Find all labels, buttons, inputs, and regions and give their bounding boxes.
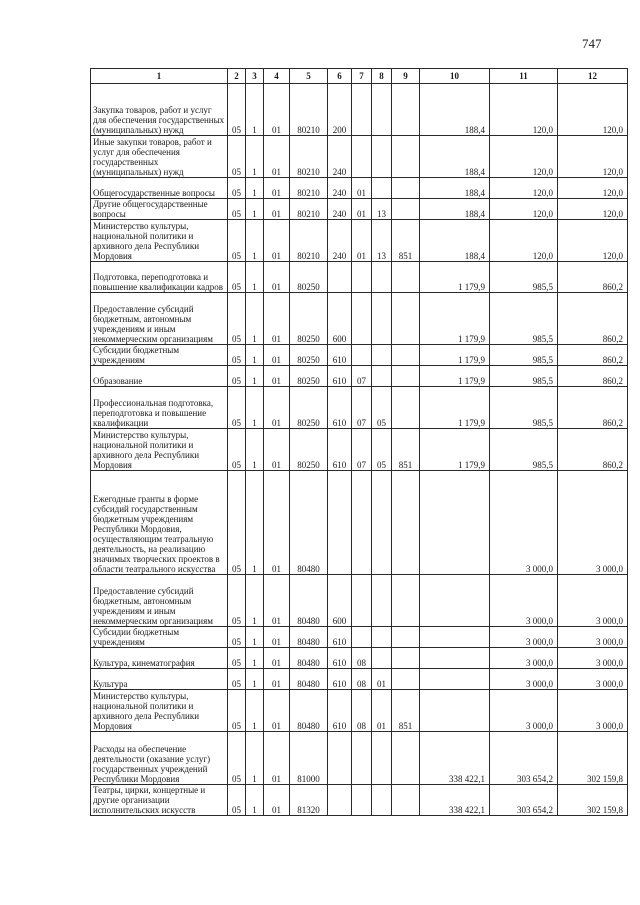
cell-c11: 985,5 bbox=[490, 262, 558, 293]
cell-c7 bbox=[352, 293, 372, 345]
cell-c6: 610 bbox=[328, 627, 352, 648]
cell-c10: 1 179,9 bbox=[420, 293, 490, 345]
cell-c12: 120,0 bbox=[558, 136, 628, 178]
cell-c7: 01 bbox=[352, 220, 372, 262]
cell-c8 bbox=[372, 648, 392, 669]
cell-c6: 610 bbox=[328, 345, 352, 366]
row-name-cell: Культура, кинематография bbox=[91, 648, 228, 669]
table-row bbox=[91, 293, 628, 345]
cell-c4: 01 bbox=[264, 429, 290, 471]
cell-c4: 01 bbox=[264, 627, 290, 648]
cell-c12: 3 000,0 bbox=[558, 669, 628, 690]
cell-c2: 05 bbox=[228, 345, 246, 366]
cell-c11: 985,5 bbox=[490, 345, 558, 366]
cell-c8 bbox=[372, 136, 392, 178]
cell-c7: 07 bbox=[352, 366, 372, 387]
cell-c6: 610 bbox=[328, 366, 352, 387]
header-row bbox=[91, 69, 628, 84]
cell-c5: 80210 bbox=[290, 220, 328, 262]
cell-c5: 80480 bbox=[290, 471, 328, 575]
cell-c12: 860,2 bbox=[558, 429, 628, 471]
cell-c12: 3 000,0 bbox=[558, 648, 628, 669]
cell-c4: 01 bbox=[264, 575, 290, 627]
cell-c11: 120,0 bbox=[490, 84, 558, 136]
cell-c11: 3 000,0 bbox=[490, 575, 558, 627]
cell-c11: 120,0 bbox=[490, 199, 558, 220]
cell-c9: 851 bbox=[392, 690, 420, 732]
cell-c10: 188,4 bbox=[420, 220, 490, 262]
cell-c9: 851 bbox=[392, 220, 420, 262]
cell-c11: 120,0 bbox=[490, 136, 558, 178]
column-header: 3 bbox=[246, 69, 264, 84]
table-row bbox=[91, 84, 628, 136]
row-name-cell: Субсидии бюджетным учреждениям bbox=[91, 345, 228, 366]
cell-c2: 05 bbox=[228, 387, 246, 429]
table-row bbox=[91, 387, 628, 429]
table-row bbox=[91, 627, 628, 648]
cell-c9 bbox=[392, 262, 420, 293]
cell-c3: 1 bbox=[246, 199, 264, 220]
cell-c4: 01 bbox=[264, 220, 290, 262]
cell-c11: 303 654,2 bbox=[490, 785, 558, 816]
cell-c12: 120,0 bbox=[558, 178, 628, 199]
cell-c9 bbox=[392, 471, 420, 575]
cell-c2: 05 bbox=[228, 648, 246, 669]
cell-c4: 01 bbox=[264, 136, 290, 178]
cell-c3: 1 bbox=[246, 220, 264, 262]
cell-c8 bbox=[372, 84, 392, 136]
cell-c5: 81320 bbox=[290, 785, 328, 816]
cell-c3: 1 bbox=[246, 84, 264, 136]
cell-c3: 1 bbox=[246, 262, 264, 293]
cell-c5: 80250 bbox=[290, 293, 328, 345]
cell-c2: 05 bbox=[228, 732, 246, 785]
cell-c9 bbox=[392, 366, 420, 387]
row-name-cell: Другие общегосударственные вопросы bbox=[91, 199, 228, 220]
cell-c5: 80480 bbox=[290, 690, 328, 732]
cell-c12: 120,0 bbox=[558, 84, 628, 136]
table-row bbox=[91, 648, 628, 669]
row-name-cell: Общегосударственные вопросы bbox=[91, 178, 228, 199]
row-name-cell: Культура bbox=[91, 669, 228, 690]
column-header: 6 bbox=[328, 69, 352, 84]
table-row bbox=[91, 575, 628, 627]
table-row bbox=[91, 262, 628, 293]
cell-c4: 01 bbox=[264, 366, 290, 387]
cell-c12: 860,2 bbox=[558, 293, 628, 345]
cell-c4: 01 bbox=[264, 293, 290, 345]
table-row bbox=[91, 136, 628, 178]
column-header: 5 bbox=[290, 69, 328, 84]
cell-c5: 80210 bbox=[290, 136, 328, 178]
column-header: 11 bbox=[490, 69, 558, 84]
cell-c5: 80250 bbox=[290, 262, 328, 293]
cell-c2: 05 bbox=[228, 84, 246, 136]
cell-c9 bbox=[392, 387, 420, 429]
cell-c4: 01 bbox=[264, 732, 290, 785]
cell-c10: 188,4 bbox=[420, 199, 490, 220]
cell-c10 bbox=[420, 648, 490, 669]
table-row bbox=[91, 220, 628, 262]
cell-c8 bbox=[372, 293, 392, 345]
cell-c11: 120,0 bbox=[490, 220, 558, 262]
cell-c7: 08 bbox=[352, 669, 372, 690]
cell-c4: 01 bbox=[264, 345, 290, 366]
cell-c8 bbox=[372, 785, 392, 816]
cell-c2: 05 bbox=[228, 575, 246, 627]
column-header: 4 bbox=[264, 69, 290, 84]
cell-c2: 05 bbox=[228, 220, 246, 262]
cell-c3: 1 bbox=[246, 387, 264, 429]
cell-c3: 1 bbox=[246, 575, 264, 627]
cell-c3: 1 bbox=[246, 648, 264, 669]
cell-c10 bbox=[420, 627, 490, 648]
cell-c9: 851 bbox=[392, 429, 420, 471]
cell-c12: 3 000,0 bbox=[558, 627, 628, 648]
budget-table bbox=[90, 68, 628, 816]
cell-c4: 01 bbox=[264, 387, 290, 429]
column-header: 9 bbox=[392, 69, 420, 84]
cell-c3: 1 bbox=[246, 136, 264, 178]
cell-c9 bbox=[392, 178, 420, 199]
cell-c6: 610 bbox=[328, 429, 352, 471]
cell-c7: 08 bbox=[352, 690, 372, 732]
cell-c11: 3 000,0 bbox=[490, 648, 558, 669]
cell-c11: 3 000,0 bbox=[490, 669, 558, 690]
cell-c2: 05 bbox=[228, 366, 246, 387]
cell-c9 bbox=[392, 732, 420, 785]
cell-c2: 05 bbox=[228, 293, 246, 345]
cell-c12: 302 159,8 bbox=[558, 785, 628, 816]
cell-c11: 303 654,2 bbox=[490, 732, 558, 785]
cell-c3: 1 bbox=[246, 732, 264, 785]
cell-c2: 05 bbox=[228, 136, 246, 178]
cell-c7 bbox=[352, 732, 372, 785]
cell-c10: 1 179,9 bbox=[420, 429, 490, 471]
table-body bbox=[91, 84, 628, 816]
cell-c3: 1 bbox=[246, 690, 264, 732]
cell-c5: 80480 bbox=[290, 627, 328, 648]
cell-c7 bbox=[352, 345, 372, 366]
table-header bbox=[91, 69, 628, 84]
table-row bbox=[91, 471, 628, 575]
cell-c11: 985,5 bbox=[490, 293, 558, 345]
cell-c6: 200 bbox=[328, 84, 352, 136]
row-name-cell: Профессиональная подготовка, переподготовка и повышение квалификации bbox=[91, 387, 228, 429]
row-name-cell: Образование bbox=[91, 366, 228, 387]
cell-c12: 860,2 bbox=[558, 387, 628, 429]
cell-c8: 13 bbox=[372, 220, 392, 262]
table-row bbox=[91, 429, 628, 471]
cell-c7: 07 bbox=[352, 429, 372, 471]
cell-c8: 05 bbox=[372, 387, 392, 429]
column-header: 8 bbox=[372, 69, 392, 84]
cell-c12: 3 000,0 bbox=[558, 690, 628, 732]
row-name-cell: Предоставление субсидий бюджетным, автономным учреждениям и иным некоммерческим организациям bbox=[91, 293, 228, 345]
cell-c6 bbox=[328, 785, 352, 816]
cell-c5: 80250 bbox=[290, 387, 328, 429]
cell-c9 bbox=[392, 199, 420, 220]
cell-c2: 05 bbox=[228, 429, 246, 471]
cell-c12: 860,2 bbox=[558, 366, 628, 387]
row-name-cell: Предоставление субсидий бюджетным, автономным учреждениям и иным некоммерческим организациям bbox=[91, 575, 228, 627]
cell-c6: 600 bbox=[328, 293, 352, 345]
cell-c8 bbox=[372, 345, 392, 366]
cell-c9 bbox=[392, 136, 420, 178]
cell-c3: 1 bbox=[246, 471, 264, 575]
cell-c6: 240 bbox=[328, 178, 352, 199]
row-name-cell: Театры, цирки, концертные и другие организации исполнительских искусств bbox=[91, 785, 228, 816]
cell-c10: 338 422,1 bbox=[420, 785, 490, 816]
cell-c12: 120,0 bbox=[558, 199, 628, 220]
cell-c8 bbox=[372, 732, 392, 785]
cell-c12: 860,2 bbox=[558, 345, 628, 366]
cell-c10 bbox=[420, 575, 490, 627]
cell-c6: 610 bbox=[328, 690, 352, 732]
cell-c4: 01 bbox=[264, 199, 290, 220]
table-row bbox=[91, 366, 628, 387]
row-name-cell: Подготовка, переподготовка и повышение квалификации кадров bbox=[91, 262, 228, 293]
table-row bbox=[91, 669, 628, 690]
cell-c6: 240 bbox=[328, 136, 352, 178]
cell-c2: 05 bbox=[228, 178, 246, 199]
cell-c10: 188,4 bbox=[420, 136, 490, 178]
cell-c12: 3 000,0 bbox=[558, 471, 628, 575]
cell-c3: 1 bbox=[246, 345, 264, 366]
table-row bbox=[91, 178, 628, 199]
column-header: 10 bbox=[420, 69, 490, 84]
cell-c12: 3 000,0 bbox=[558, 575, 628, 627]
cell-c9 bbox=[392, 345, 420, 366]
cell-c11: 985,5 bbox=[490, 366, 558, 387]
cell-c6: 600 bbox=[328, 575, 352, 627]
cell-c7 bbox=[352, 471, 372, 575]
cell-c9 bbox=[392, 84, 420, 136]
cell-c2: 05 bbox=[228, 669, 246, 690]
cell-c7 bbox=[352, 785, 372, 816]
cell-c8: 13 bbox=[372, 199, 392, 220]
cell-c5: 81000 bbox=[290, 732, 328, 785]
cell-c9 bbox=[392, 293, 420, 345]
cell-c7 bbox=[352, 575, 372, 627]
cell-c9 bbox=[392, 785, 420, 816]
row-name-cell: Расходы на обеспечение деятельности (оказание услуг) государственных учреждений Республики Мордовия bbox=[91, 732, 228, 785]
row-name-cell: Закупка товаров, работ и услуг для обеспечения государственных (муниципальных) нужд bbox=[91, 84, 228, 136]
cell-c7: 01 bbox=[352, 178, 372, 199]
row-name-cell: Ежегодные гранты в форме субсидий государственным бюджетным учреждениям Республики Мордовия, осуществляющим театральную деятельность, на реализацию значимых творческих проектов в области театрального искусства bbox=[91, 471, 228, 575]
cell-c10: 1 179,9 bbox=[420, 345, 490, 366]
cell-c10 bbox=[420, 669, 490, 690]
cell-c8 bbox=[372, 627, 392, 648]
cell-c8: 01 bbox=[372, 690, 392, 732]
cell-c10: 1 179,9 bbox=[420, 366, 490, 387]
cell-c4: 01 bbox=[264, 471, 290, 575]
column-header: 7 bbox=[352, 69, 372, 84]
table-row bbox=[91, 199, 628, 220]
cell-c7 bbox=[352, 262, 372, 293]
table-row bbox=[91, 345, 628, 366]
row-name-cell: Иные закупки товаров, работ и услуг для обеспечения государственных (муниципальных) нужд bbox=[91, 136, 228, 178]
cell-c9 bbox=[392, 627, 420, 648]
cell-c4: 01 bbox=[264, 690, 290, 732]
cell-c5: 80250 bbox=[290, 345, 328, 366]
cell-c7: 07 bbox=[352, 387, 372, 429]
table-row bbox=[91, 785, 628, 816]
cell-c2: 05 bbox=[228, 785, 246, 816]
cell-c2: 05 bbox=[228, 690, 246, 732]
cell-c6: 610 bbox=[328, 648, 352, 669]
cell-c8 bbox=[372, 262, 392, 293]
cell-c3: 1 bbox=[246, 293, 264, 345]
cell-c2: 05 bbox=[228, 471, 246, 575]
column-header: 2 bbox=[228, 69, 246, 84]
cell-c4: 01 bbox=[264, 669, 290, 690]
cell-c2: 05 bbox=[228, 627, 246, 648]
cell-c9 bbox=[392, 575, 420, 627]
table-row bbox=[91, 690, 628, 732]
cell-c8 bbox=[372, 366, 392, 387]
cell-c4: 01 bbox=[264, 178, 290, 199]
cell-c3: 1 bbox=[246, 366, 264, 387]
cell-c5: 80250 bbox=[290, 366, 328, 387]
row-name-cell: Министерство культуры, национальной политики и архивного дела Республики Мордовия bbox=[91, 220, 228, 262]
cell-c12: 120,0 bbox=[558, 220, 628, 262]
cell-c8: 01 bbox=[372, 669, 392, 690]
cell-c6: 610 bbox=[328, 387, 352, 429]
cell-c5: 80480 bbox=[290, 575, 328, 627]
cell-c10: 1 179,9 bbox=[420, 262, 490, 293]
cell-c7 bbox=[352, 136, 372, 178]
cell-c10: 188,4 bbox=[420, 84, 490, 136]
cell-c5: 80210 bbox=[290, 199, 328, 220]
column-header: 1 bbox=[91, 69, 228, 84]
cell-c4: 01 bbox=[264, 648, 290, 669]
cell-c5: 80250 bbox=[290, 429, 328, 471]
cell-c6: 240 bbox=[328, 199, 352, 220]
cell-c5: 80210 bbox=[290, 84, 328, 136]
cell-c10 bbox=[420, 690, 490, 732]
cell-c11: 3 000,0 bbox=[490, 627, 558, 648]
cell-c12: 860,2 bbox=[558, 262, 628, 293]
cell-c12: 302 159,8 bbox=[558, 732, 628, 785]
cell-c4: 01 bbox=[264, 262, 290, 293]
cell-c11: 3 000,0 bbox=[490, 690, 558, 732]
cell-c9 bbox=[392, 669, 420, 690]
cell-c11: 3 000,0 bbox=[490, 471, 558, 575]
row-name-cell: Субсидии бюджетным учреждениям bbox=[91, 627, 228, 648]
cell-c3: 1 bbox=[246, 669, 264, 690]
cell-c7: 01 bbox=[352, 199, 372, 220]
cell-c7 bbox=[352, 84, 372, 136]
cell-c7: 08 bbox=[352, 648, 372, 669]
cell-c4: 01 bbox=[264, 84, 290, 136]
cell-c2: 05 bbox=[228, 199, 246, 220]
cell-c4: 01 bbox=[264, 785, 290, 816]
cell-c6 bbox=[328, 732, 352, 785]
cell-c6: 610 bbox=[328, 669, 352, 690]
cell-c8 bbox=[372, 575, 392, 627]
cell-c9 bbox=[392, 648, 420, 669]
cell-c8: 05 bbox=[372, 429, 392, 471]
cell-c5: 80480 bbox=[290, 648, 328, 669]
cell-c10: 338 422,1 bbox=[420, 732, 490, 785]
cell-c8 bbox=[372, 178, 392, 199]
row-name-cell: Министерство культуры, национальной политики и архивного дела Республики Мордовия bbox=[91, 690, 228, 732]
cell-c3: 1 bbox=[246, 429, 264, 471]
cell-c3: 1 bbox=[246, 178, 264, 199]
cell-c10: 188,4 bbox=[420, 178, 490, 199]
column-header: 12 bbox=[558, 69, 628, 84]
cell-c11: 985,5 bbox=[490, 387, 558, 429]
cell-c10 bbox=[420, 471, 490, 575]
row-name-cell: Министерство культуры, национальной политики и архивного дела Республики Мордовия bbox=[91, 429, 228, 471]
cell-c5: 80480 bbox=[290, 669, 328, 690]
table-row bbox=[91, 732, 628, 785]
cell-c6 bbox=[328, 471, 352, 575]
cell-c6 bbox=[328, 262, 352, 293]
cell-c11: 120,0 bbox=[490, 178, 558, 199]
cell-c11: 985,5 bbox=[490, 429, 558, 471]
cell-c3: 1 bbox=[246, 785, 264, 816]
cell-c8 bbox=[372, 471, 392, 575]
cell-c5: 80210 bbox=[290, 178, 328, 199]
page-number: 747 bbox=[582, 36, 602, 51]
cell-c7 bbox=[352, 627, 372, 648]
cell-c10: 1 179,9 bbox=[420, 387, 490, 429]
cell-c6: 240 bbox=[328, 220, 352, 262]
cell-c2: 05 bbox=[228, 262, 246, 293]
cell-c3: 1 bbox=[246, 627, 264, 648]
